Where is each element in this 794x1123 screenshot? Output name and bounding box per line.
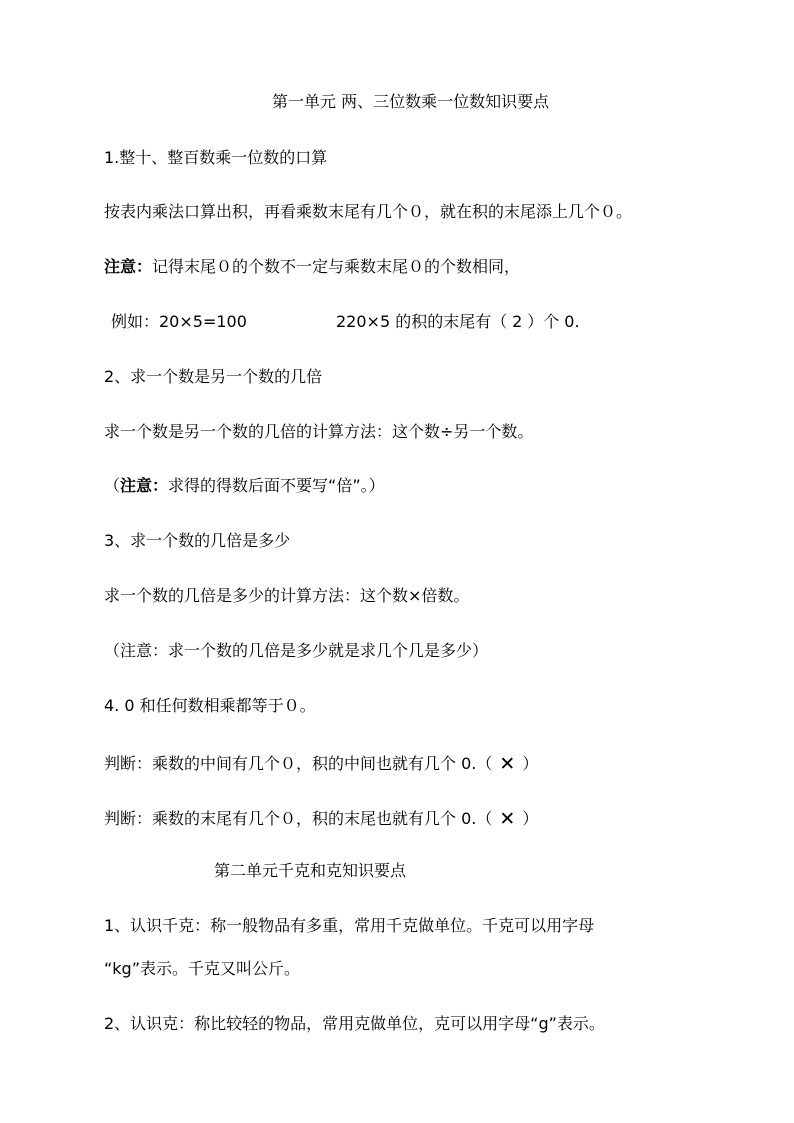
cross-mark-icon: ✕ [499,753,516,775]
cross-mark-icon: ✕ [499,808,516,830]
note2-open: （ [104,476,121,495]
section1-text: 按表内乘法口算出积，再看乘数末尾有几个０，就在积的末尾添上几个０。 [104,202,633,221]
section1-heading: 1.整十、整百数乘一位数的口算 [104,148,328,167]
judge2 [104,808,538,830]
example-b-question: 220×5 的积的末尾有（ [336,312,508,331]
example-b-answer: 2 [512,312,523,331]
unit2-title: 第二单元千克和克知识要点 [214,861,407,880]
note1-label: 注意： [104,257,153,276]
unit1-title: 第一单元 两、三位数乘一位数知识要点 [272,92,550,111]
unit2-section2-text: 2、认识克：称比较轻的物品，常用克做单位，克可以用字母“g”表示。 [104,1014,605,1033]
section3-text: 求一个数的几倍是多少的计算方法：这个数×倍数。 [104,586,470,605]
note1 [104,256,520,278]
unit2-section1-line2: “kg”表示。千克又叫公斤。 [104,959,301,978]
note2-label: 注意： [120,476,169,495]
unit2-section1-line1: 1、认识千克：称一般物品有多重，常用千克做单位。千克可以用字母 [104,916,595,935]
judge2-close: ） [522,809,539,828]
note2-text: 求得的得数后面不要写“倍”。） [168,476,385,495]
section2-heading: 2、求一个数是另一个数的几倍 [104,367,323,386]
note3: （注意：求一个数的几倍是多少就是求几个几是多少） [104,641,489,660]
judge1 [104,753,538,775]
section3-heading: 3、求一个数的几倍是多少 [104,531,291,550]
note2 [104,475,385,497]
example-b-suffix: ）个 0. [527,312,580,331]
section2-text: 求一个数是另一个数的几倍的计算方法：这个数÷另一个数。 [104,422,534,441]
note1-text: 记得末尾０的个数不一定与乘数末尾０的个数相同， [152,257,521,276]
judge1-question: 判断：乘数的中间有几个０，积的中间也就有几个 0.（ [104,754,493,773]
judge1-close: ） [522,754,539,773]
example-a: 例如：20×5=100 [111,312,247,331]
judge2-question: 判断：乘数的末尾有几个０，积的末尾也就有几个 0.（ [104,809,493,828]
example-b [336,311,580,333]
section4-text: 4. 0 和任何数相乘都等于０。 [104,696,316,715]
